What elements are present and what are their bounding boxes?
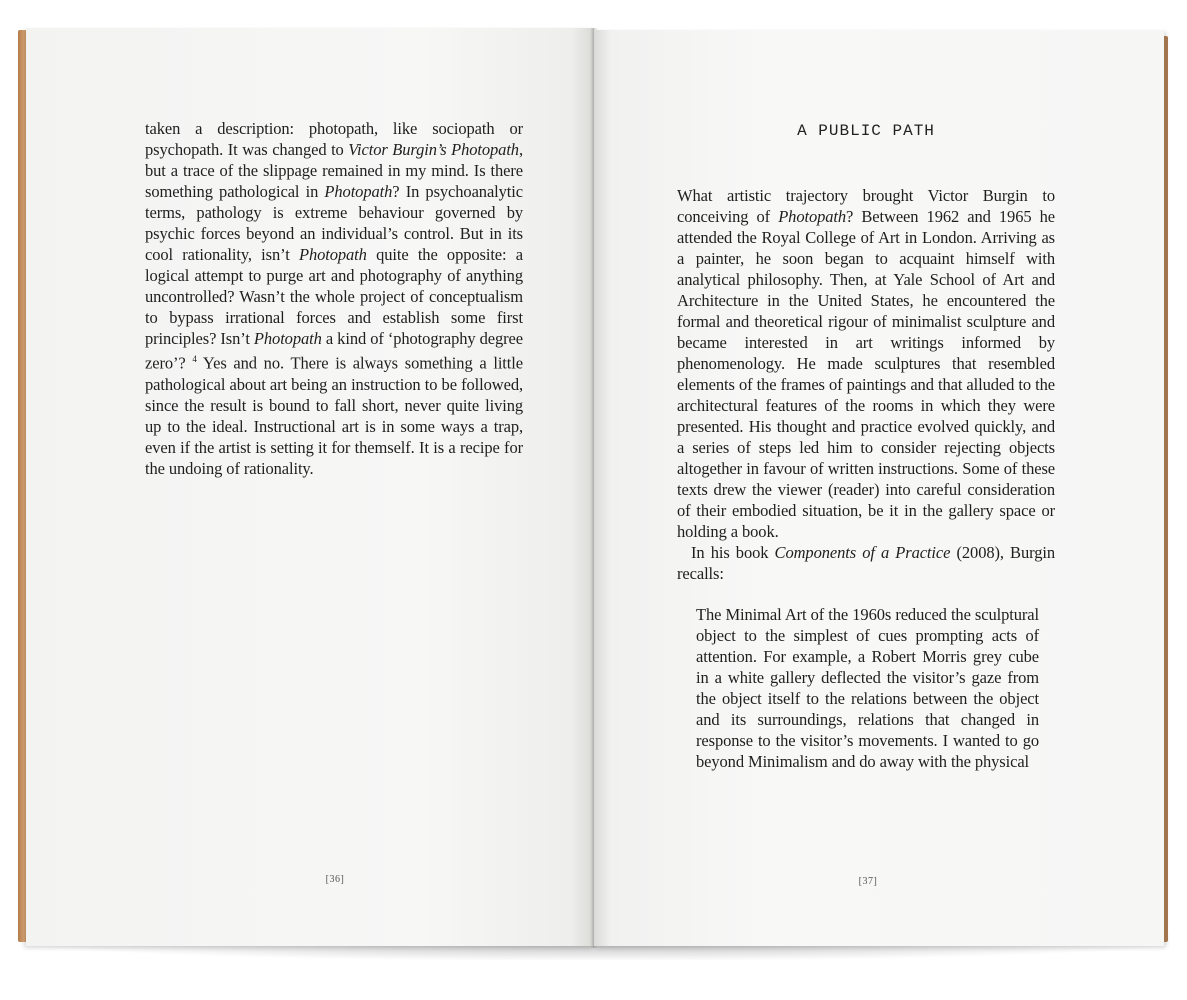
right-page — [594, 30, 1164, 946]
page-number-left: [36] — [325, 874, 345, 885]
left-page — [26, 28, 594, 946]
section-heading: A PUBLIC PATH — [797, 122, 935, 140]
text-run: What artistic trajectory brought Victor Burgin to conceiving of — [677, 186, 1055, 226]
text-run: ? Between 1962 and 1965 he attended the Royal College of Art in London. Arriving as a painter, he soon began to acquaint himself with analytical philosophy. Then, at Yale School of Art and Architecture in the United States, he encountered the formal and theoretical rigour of minimalist sculpture and became interested in art writings informed by phenomenology. He made sculptures that resembled elements of the frames of paintings and that alluded to the architectural features of the rooms in which they were presented. His thought and practice evolved quickly, and a series of steps led him to consider rejecting objects altogether in favour of written instructions. Some of these texts drew the viewer (reader) into careful consideration of their embodied situation, be it in the gallery space or holding a book. — [677, 207, 1055, 541]
left-page-body — [145, 118, 523, 479]
text-run: taken a description: photopath, like sociopath or psychopath. It was changed to — [145, 119, 523, 159]
italic-title: Photopath — [324, 182, 393, 201]
block-quote: The Minimal Art of the 1960s reduced the sculptural object to the simplest of cues prompting acts of attention. For example, a Robert Morris grey cube in a white gallery deflected the visitor’s gaze from the object itself to the relations between the object and its surroundings, relations that changed in response to the visitor’s movements. I wanted to go beyond Minimalism and do away with the physical — [696, 605, 1039, 771]
right-paragraph-2 — [677, 542, 1055, 584]
text-run: , but a trace of the slippage remained in my mind. Is there something pathological in — [145, 140, 523, 201]
italic-title: Photopath — [253, 329, 322, 348]
text-run: In his book — [691, 543, 775, 562]
text-run: quite the opposite: a logical attempt to purge art and photography of anything uncontrolled? Wasn’t the whole project of conceptualism to bypass irrational forces and establish some first principles? Isn’t — [145, 245, 523, 348]
page-number-right: [37] — [858, 876, 878, 887]
right-paragraph-1 — [677, 185, 1055, 542]
italic-title: Photopath — [778, 207, 847, 226]
italic-title: Victor Burgin’s Photopath — [348, 140, 519, 159]
italic-title: Photopath — [298, 245, 367, 264]
text-run: ? In psychoanalytic terms, pathology is extreme behaviour governed by psychic forces beyond an individual’s control. But in its cool rationality, isn’t — [145, 182, 523, 264]
left-paragraph — [145, 118, 523, 479]
text-run: Yes and no. There is always something a little pathological about art being an instruction to be followed, since the result is bound to fall short, never quite living up to the ideal. Instructional art is in some ways a trap, even if the artist is setting it for themself. It is a recipe for the undoing of rationality. — [145, 353, 523, 478]
right-page-body — [677, 185, 1055, 772]
footnote-ref: 4 — [192, 354, 197, 364]
text-run: a kind of ‘photography degree zero’? — [145, 329, 523, 373]
text-run: (2008), Burgin recalls: — [677, 543, 1055, 583]
italic-title: Components of a Practice — [774, 543, 951, 562]
